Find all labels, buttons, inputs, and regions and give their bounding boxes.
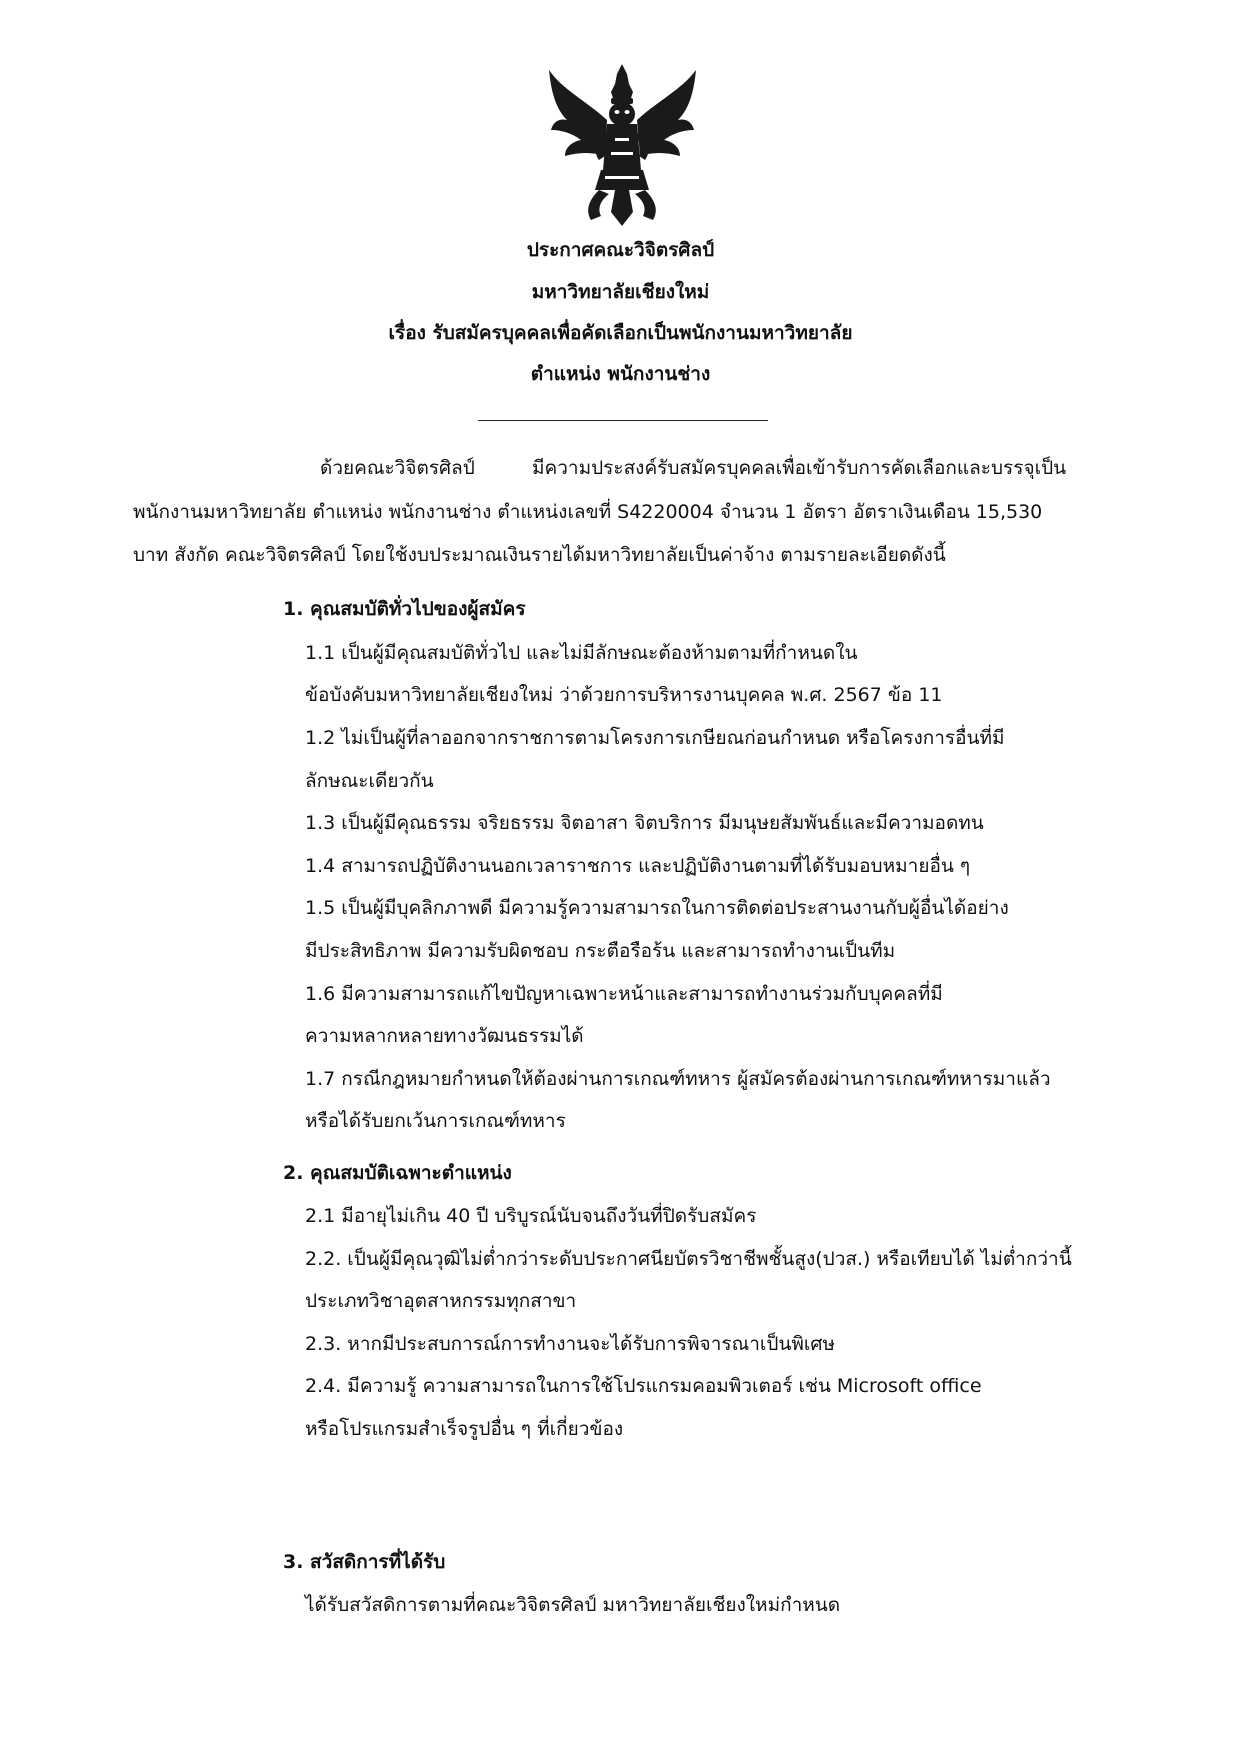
list-item: ลักษณะเดียวกัน xyxy=(305,770,434,792)
university-name: มหาวิทยาลัยเชียงใหม่ xyxy=(531,281,710,303)
list-item: 2.1 มีอายุไม่เกิน 40 ปี บริบูรณ์นับจนถึงวันที่ปิดรับสมัคร xyxy=(305,1205,757,1227)
intro-line-1a: ด้วยคณะวิจิตรศิลป์ xyxy=(320,457,475,479)
list-item: 1.6 มีความสามารถแก้ไขปัญหาเฉพาะหน้าและสามารถทำงานร่วมกับบุคคลที่มี xyxy=(305,983,943,1005)
garuda-emblem-icon xyxy=(545,60,700,230)
list-item: ประเภทวิชาอุตสาหกรรมทุกสาขา xyxy=(305,1290,577,1312)
list-item: มีประสิทธิภาพ มีความรับผิดชอบ กระตือรือร้น และสามารถทำงานเป็นทีม xyxy=(305,940,896,962)
intro-line-1b: มีความประสงค์รับสมัครบุคคลเพื่อเข้ารับการคัดเลือกและบรรจุเป็น xyxy=(532,457,1067,479)
list-item: ได้รับสวัสดิการตามที่คณะวิจิตรศิลป์ มหาวิทยาลัยเชียงใหม่กำหนด xyxy=(305,1594,841,1616)
list-item: 1.4 สามารถปฏิบัติงานนอกเวลาราชการ และปฏิบัติงานตามที่ได้รับมอบหมายอื่น ๆ xyxy=(305,855,971,877)
list-item: 2.2. เป็นผู้มีคุณวุฒิไม่ต่ำกว่าระดับประกาศนียบัตรวิชาชีพชั้นสูง(ปวส.) หรือเทียบได้ ไม่ต่ำกว่านี้ xyxy=(305,1248,1072,1270)
subject-line: เรื่อง รับสมัครบุคคลเพื่อคัดเลือกเป็นพนักงานมหาวิทยาลัย xyxy=(388,322,853,344)
announcement-title: ประกาศคณะวิจิตรศิลป์ xyxy=(526,239,715,261)
position-line: ตำแหน่ง พนักงานช่าง xyxy=(530,363,711,385)
list-item: 2.3. หากมีประสบการณ์การทำงานจะได้รับการพิจารณาเป็นพิเศษ xyxy=(305,1333,836,1355)
list-item: หรือโปรแกรมสำเร็จรูปอื่น ๆ ที่เกี่ยวข้อง xyxy=(305,1418,624,1440)
section-2-title: 2. คุณสมบัติเฉพาะตำแหน่ง xyxy=(283,1162,512,1184)
intro-line-3: บาท สังกัด คณะวิจิตรศิลป์ โดยใช้งบประมาณเงินรายได้มหาวิทยาลัยเป็นค่าจ้าง ตามรายละเอียดดังนี้ xyxy=(133,544,946,566)
list-item: ความหลากหลายทางวัฒนธรรมได้ xyxy=(305,1025,584,1047)
list-item: 1.5 เป็นผู้มีบุคลิกภาพดี มีความรู้ความสามารถในการติดต่อประสานงานกับผู้อื่นได้อย่าง xyxy=(305,897,1009,919)
list-item: 2.4. มีความรู้ ความสามารถในการใช้โปรแกรมคอมพิวเตอร์ เช่น Microsoft office xyxy=(305,1375,982,1397)
list-item: หรือได้รับยกเว้นการเกณฑ์ทหาร xyxy=(305,1110,566,1132)
section-3-title: 3. สวัสดิการที่ได้รับ xyxy=(283,1551,446,1573)
list-item: ข้อบังคับมหาวิทยาลัยเชียงใหม่ ว่าด้วยการบริหารงานบุคคล พ.ศ. 2567 ข้อ 11 xyxy=(305,684,943,706)
intro-line-2: พนักงานมหาวิทยาลัย ตำแหน่ง พนักงานช่าง ตำแหน่งเลขที่ S4220004 จำนวน 1 อัตรา อัตราเงินเดือน 15,530 xyxy=(133,501,1043,523)
list-item: 1.3 เป็นผู้มีคุณธรรม จริยธรรม จิตอาสา จิตบริการ มีมนุษยสัมพันธ์และมีความอดทน xyxy=(305,812,984,834)
section-1-title: 1. คุณสมบัติทั่วไปของผู้สมัคร xyxy=(283,598,526,620)
list-item: 1.1 เป็นผู้มีคุณสมบัติทั่วไป และไม่มีลักษณะต้องห้ามตามที่กำหนดใน xyxy=(305,642,858,664)
list-item: 1.7 กรณีกฎหมายกำหนดให้ต้องผ่านการเกณฑ์ทหาร ผู้สมัครต้องผ่านการเกณฑ์ทหารมาแล้ว xyxy=(305,1068,1051,1090)
list-item: 1.2 ไม่เป็นผู้ที่ลาออกจากราชการตามโครงการเกษียณก่อนกำหนด หรือโครงการอื่นที่มี xyxy=(305,727,1005,749)
header-divider xyxy=(478,420,768,421)
